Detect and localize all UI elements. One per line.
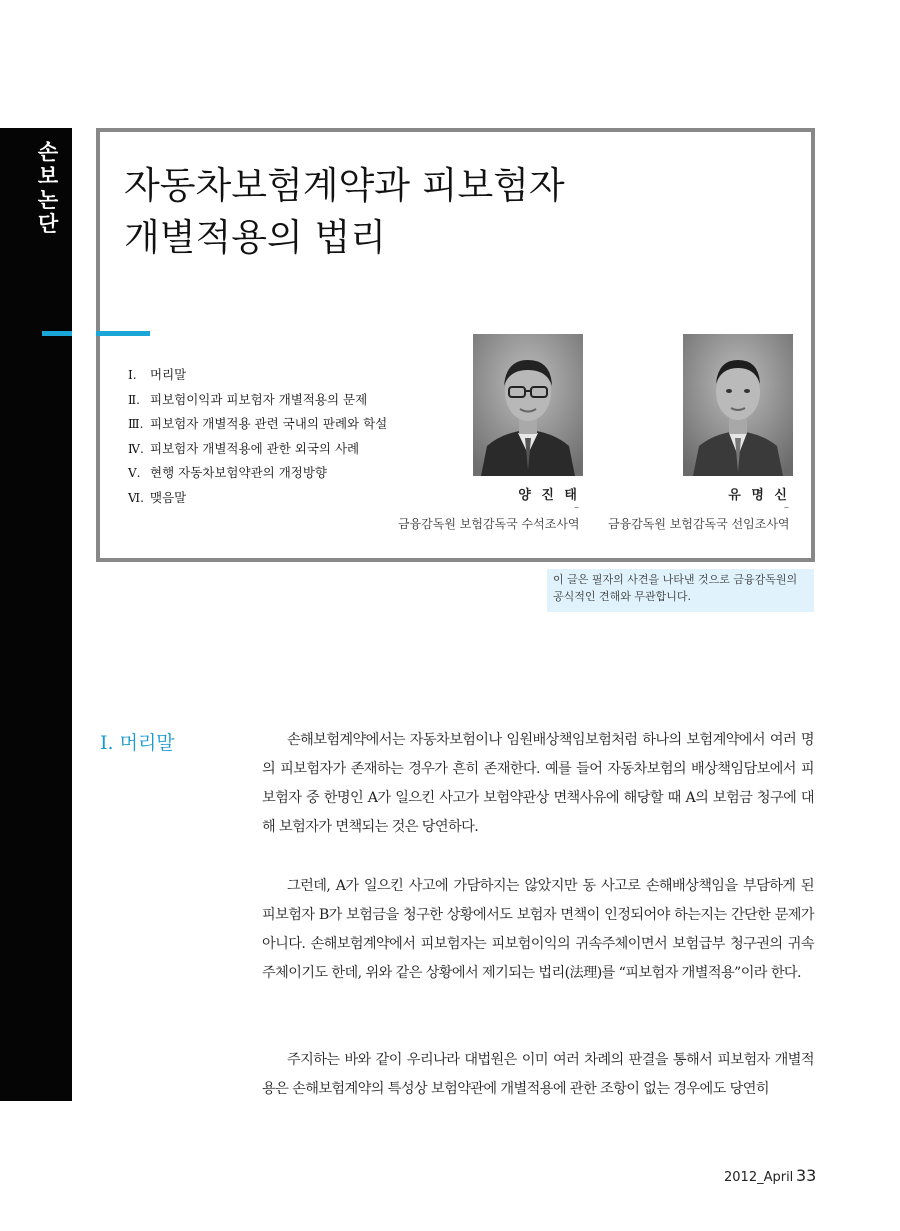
portrait-image (473, 334, 583, 476)
title-line-1: 자동차보험계약과 피보험자 (124, 164, 565, 207)
toc-item[interactable] (128, 412, 458, 437)
author-name: 양 진 태 (518, 488, 580, 503)
title-line-2: 개별적용의 법리 (124, 216, 386, 259)
section-heading: Ⅰ. 머리말 (100, 732, 175, 754)
body-paragraph: 주지하는 바와 같이 우리나라 대법원은 이미 여러 차례의 판결을 통해서 피보험자 개별적용은 손해보험계약의 특성상 보험약관에 개별적용에 관한 조항이 없는 경우에도 당연히 (262, 1052, 814, 1097)
toc-item[interactable] (128, 363, 458, 388)
author-photo (683, 334, 793, 476)
toc-text: 머리말 (150, 367, 187, 382)
body-paragraph: 그런데, A가 일으킨 사고에 가담하지는 않았지만 동 사고로 손해배상책임을 부담하게 된 피보험자 B가 보험금을 청구한 상황에서도 보험자 면책이 인정되어야 하는지는 간단한 문제가 아니다. 손해보험계약에서 피보험자는 피보험이익의 귀속주체이면서 보험급부 청구권의 귀속주체이기도 한데, 위와 같은 상황에서 제기되는 법리(法理)를 “피보험자 개별적용”이라 한다. (262, 878, 814, 981)
section-category-label (36, 140, 60, 236)
toc-text: 피보험자 개별적용 관련 국내의 판례와 학설 (150, 416, 388, 431)
author-dash: – (784, 502, 789, 513)
page-number: 33 (796, 1166, 817, 1185)
toc-number: Ⅳ. (128, 441, 144, 456)
toc-item[interactable] (128, 486, 458, 511)
toc-number: Ⅴ. (128, 466, 141, 480)
toc-text: 현행 자동차보험약관의 개정방향 (150, 465, 327, 480)
footer-date: 2012_April (724, 1170, 794, 1185)
toc-number: Ⅵ. (128, 490, 144, 505)
author-photo (473, 334, 583, 476)
side-bar (0, 128, 72, 1101)
accent-line-left (42, 331, 72, 336)
toc-item[interactable] (128, 461, 458, 486)
article-title (124, 160, 774, 264)
toc-number: Ⅲ. (128, 417, 144, 431)
toc-number: Ⅰ. (128, 368, 137, 382)
note-line-2: 공식적인 견해와 무관합니다. (553, 590, 692, 603)
body-paragraph: 손해보험계약에서는 자동차보험이나 임원배상책임보험처럼 하나의 보험계약에서 여러 명의 피보험자가 존재하는 경우가 흔히 존재한다. 예를 들어 자동차보험의 배상책임담보에서 피보험자 중 한명인 A가 일으킨 사고가 보험약관상 면책사유에 해당할 때 A의 보험금 청구에 대해 보험자가 면책되는 것은 당연하다. (262, 732, 814, 835)
toc-number: Ⅱ. (128, 392, 140, 407)
side-label-text: 손보논단 (37, 140, 59, 236)
author-dash: – (574, 502, 579, 513)
toc-text: 맺음말 (150, 489, 187, 505)
disclaimer-note (547, 569, 814, 612)
toc-text: 피보험자 개별적용에 관한 외국의 사례 (150, 440, 360, 456)
note-line-1: 이 글은 필자의 사견을 나타낸 것으로 금융감독원의 (553, 573, 798, 586)
author-name: 유 명 신 (728, 488, 790, 503)
toc-item[interactable] (128, 388, 458, 413)
portrait-image (683, 334, 793, 476)
accent-line-right (96, 331, 150, 336)
toc-item[interactable] (128, 437, 458, 462)
toc-text: 피보험이익과 피보험자 개별적용의 문제 (150, 391, 368, 407)
author-affiliation: 금융감독원 보험감독국 선임조사역 (608, 517, 790, 531)
author-affiliation: 금융감독원 보험감독국 수석조사역 (398, 517, 580, 531)
table-of-contents (128, 363, 458, 510)
